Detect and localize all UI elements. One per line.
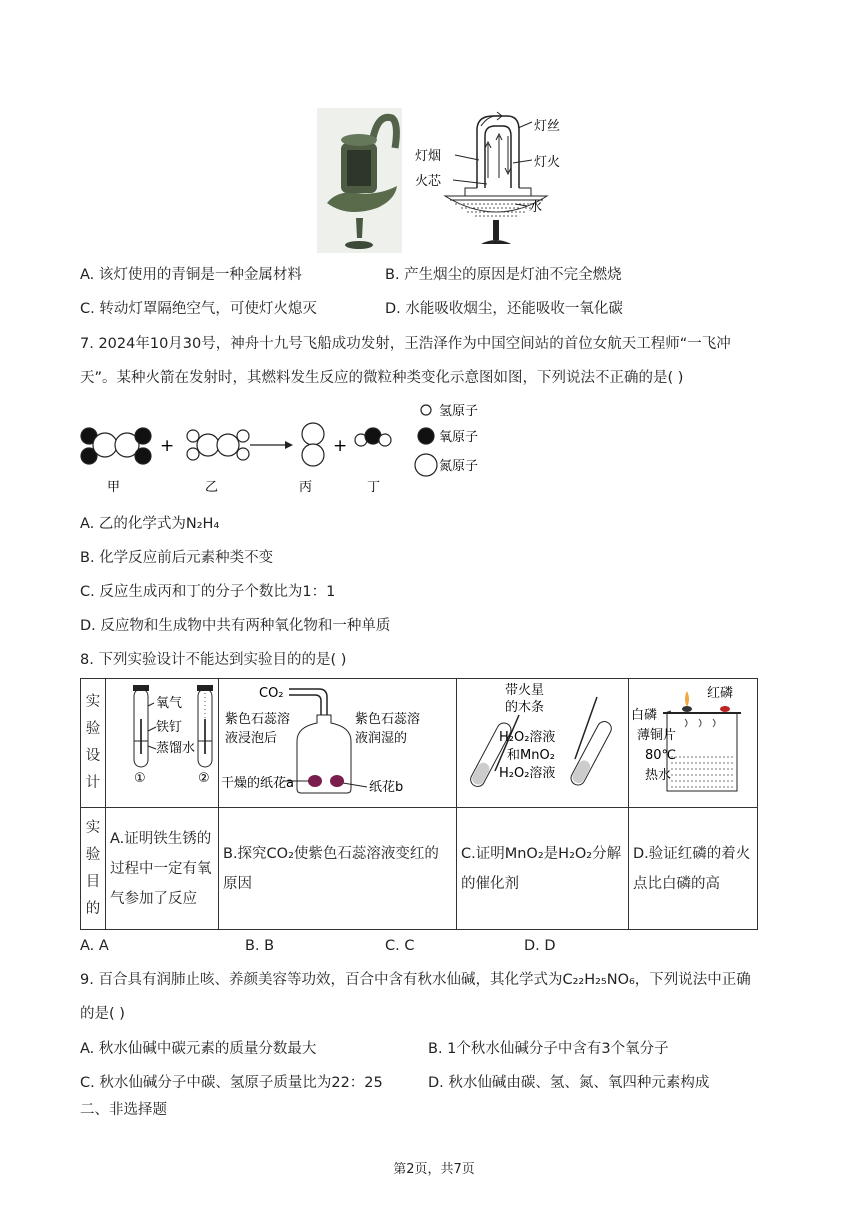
species-bing: 丙	[299, 480, 313, 495]
figd-hot-water: 热水	[645, 768, 672, 783]
figb-label-b1: 紫色石蕊溶	[355, 712, 421, 727]
lamp-label-water: 水	[529, 200, 543, 215]
q6-option-d: D. 水能吸收烟尘，还能吸收一氧化碳	[385, 301, 623, 317]
q9-option-d: D. 秋水仙碱由碳、氢、氮、氧四种元素构成	[428, 1075, 710, 1091]
figc-h2o2: H₂O₂溶液	[499, 766, 556, 781]
q7-option-b: B. 化学反应前后元素种类不变	[80, 550, 274, 566]
svg-text:+: +	[160, 436, 175, 456]
figc-h2o2-mno2-2: 和MnO₂	[507, 748, 555, 763]
legend-nitrogen: 氮原子	[439, 459, 479, 474]
figc-splint1: 带火星	[505, 683, 545, 698]
q9-option-a: A. 秋水仙碱中碳元素的质量分数最大	[80, 1041, 317, 1057]
lamp-label-chimney: 灯烟	[415, 149, 442, 164]
figb-co2: CO₂	[259, 686, 284, 701]
figd-red-p: 红磷	[707, 686, 734, 701]
figa-oxygen: 氧气	[156, 696, 183, 711]
figc-splint2: 的木条	[505, 700, 545, 715]
q7-stem-line1: 7. 2024年10月30号，神舟十九号飞船成功发射，王浩泽作为中国空间站的首位女航天工程师“一飞冲	[80, 336, 731, 352]
page-footer: 第2页，共7页	[393, 1162, 475, 1177]
q9-option-c: C. 秋水仙碱分子中碳、氢原子质量比为22：25	[80, 1075, 383, 1091]
purpose-d: D.验证红磷的着火点比白磷的高	[629, 808, 758, 930]
row-label-purpose: 实 验 目 的	[81, 808, 106, 930]
figd-white-p: 白磷	[631, 708, 658, 723]
q8-stem: 8. 下列实验设计不能达到实验目的的是( )	[80, 652, 347, 668]
q8-option-c: C. C	[385, 938, 415, 954]
purpose-a: A.证明铁生锈的过程中一定有氧气参加了反应	[106, 808, 219, 930]
figa-tube1: ①	[134, 771, 146, 786]
lamp-label-flame: 灯火	[534, 155, 561, 170]
q6-option-a: A. 该灯使用的青铜是一种金属材料	[80, 267, 302, 283]
purpose-c: C.证明MnO₂是H₂O₂分解的催化剂	[457, 808, 629, 930]
q9-stem-line1: 9. 百合具有润肺止咳、养颜美容等功效，百合中含有秋水仙碱，其化学式为C₂₂H₂₅NO₆，下列说法中正确	[80, 972, 751, 988]
q9-option-b: B. 1个秋水仙碱分子中含有3个氧分子	[428, 1041, 669, 1057]
q7-option-d: D. 反应物和生成物中共有两种氧化物和一种单质	[80, 618, 391, 634]
q7-stem-line2: 天”。某种火箭在发射时，其燃料发生反应的微粒种类变化示意图如图，下列说法不正确的是( )	[80, 370, 684, 386]
lamp-label-wick: 火芯	[415, 174, 442, 189]
figa-tube2: ②	[198, 771, 210, 786]
figb-label-a2: 液浸泡后	[225, 731, 278, 746]
species-ding: 丁	[367, 480, 381, 495]
q8-option-d: D. D	[524, 938, 556, 954]
section-heading: 二、非选择题	[80, 1102, 167, 1118]
figa-water: 蒸馏水	[156, 741, 196, 756]
figc-h2o2-mno2-1: H₂O₂溶液	[499, 730, 556, 745]
legend-oxygen: 氧原子	[439, 430, 479, 445]
species-yi: 乙	[205, 480, 219, 495]
q8-option-b: B. B	[245, 938, 275, 954]
lamp-label-filament: 灯丝	[534, 119, 561, 134]
figure-a	[106, 679, 219, 808]
figb-label-a3: 干燥的纸花a	[221, 776, 294, 791]
q7-option-a: A. 乙的化学式为N₂H₄	[80, 516, 220, 532]
figure-c	[457, 679, 629, 808]
reaction-diagram	[75, 398, 495, 498]
bronze-lamp-photo	[317, 108, 402, 253]
row-label-design: 实 验 设 计	[81, 679, 106, 808]
figure-b	[219, 679, 457, 808]
species-jia: 甲	[107, 480, 121, 495]
figure-d	[629, 679, 758, 808]
figb-label-b3: 纸花b	[369, 780, 404, 795]
figb-label-a1: 紫色石蕊溶	[225, 712, 291, 727]
q6-option-b: B. 产生烟尘的原因是灯油不完全燃烧	[385, 267, 622, 283]
legend-hydrogen: 氢原子	[439, 404, 479, 419]
lamp-diagram	[415, 108, 561, 253]
svg-text:+: +	[333, 436, 348, 456]
experiment-table	[80, 678, 758, 930]
q7-option-c: C. 反应生成丙和丁的分子个数比为1：1	[80, 584, 336, 600]
q8-option-a: A. A	[80, 938, 109, 954]
figd-copper: 薄铜片	[637, 728, 677, 743]
q6-option-c: C. 转动灯罩隔绝空气，可使灯火熄灭	[80, 301, 317, 317]
q9-stem-line2: 的是( )	[80, 1006, 125, 1022]
figb-label-b2: 液润湿的	[355, 731, 408, 746]
figd-temp: 80℃	[645, 748, 677, 763]
figa-nail: 铁钉	[156, 720, 183, 735]
purpose-b: B.探究CO₂使紫色石蕊溶液变红的原因	[219, 808, 457, 930]
